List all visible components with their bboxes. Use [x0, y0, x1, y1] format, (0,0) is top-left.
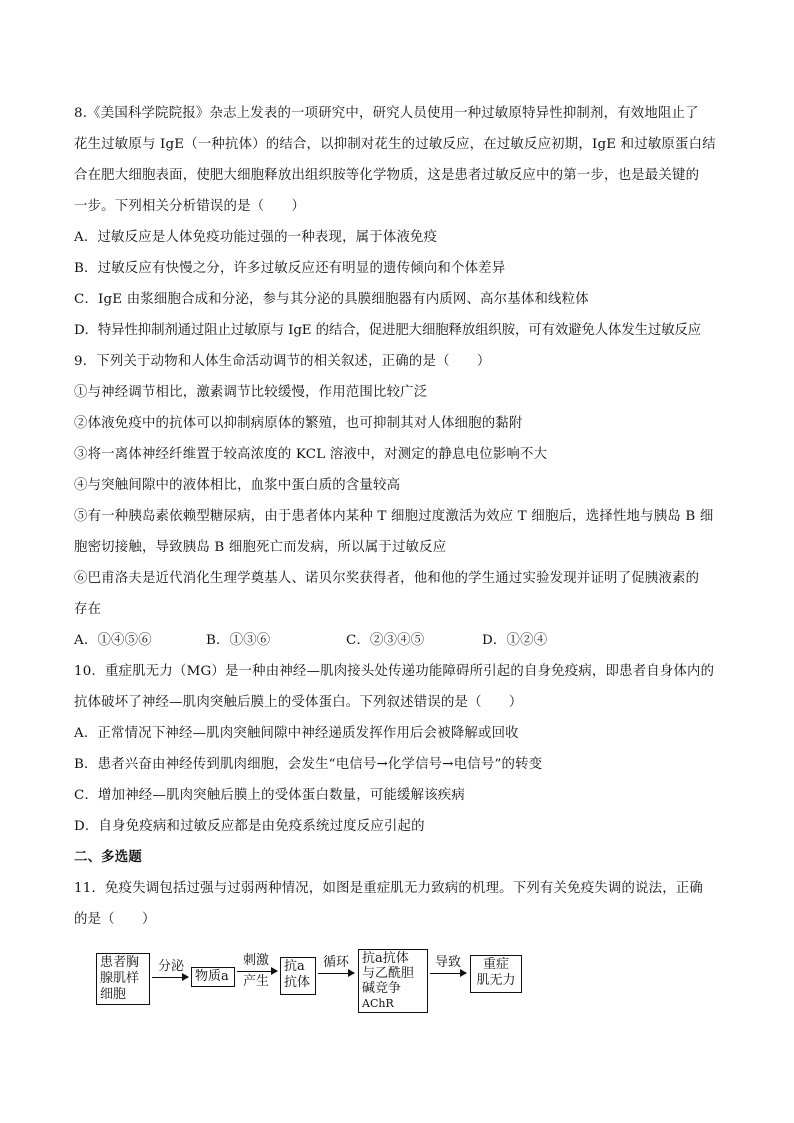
box3-line: 抗a [284, 959, 305, 974]
exam-page [74, 98, 726, 1013]
q9-option-a: A．①④⑤⑥ [74, 633, 152, 648]
section-title-multiple-choice: 二、多选题 [74, 849, 142, 865]
arrow-label-stimulate: 刺激 [242, 953, 269, 968]
diagram-arrow-1 [152, 977, 188, 978]
q10-option-d: D．自身免疫病和过敏反应都是由免疫系统过度反应引起的 [74, 819, 425, 834]
diagram-arrow-3 [318, 973, 354, 974]
diagram-arrow-4 [430, 973, 466, 974]
box1-line: 细胞 [100, 987, 127, 1002]
q9-option-d: D．①②④ [482, 633, 548, 648]
q9-item-1: ①与神经调节相比，激素调节比较缓慢，作用范围比较广泛 [74, 385, 428, 400]
diagram-arrow-2 [237, 971, 277, 972]
q9-item-2: ②体液免疫中的抗体可以抑制病原体的繁殖，也可抑制其对人体细胞的黏附 [74, 416, 523, 431]
q9-item-3: ③将一离体神经纤维置于较高浓度的 KCL 溶液中，对测定的静息电位影响不大 [74, 447, 548, 462]
box4-line: 抗a抗体 [362, 951, 409, 966]
q8-line-2: 花生过敏原与 IgE（一种抗体）的结合，以抑制对花生的过敏反应，在过敏反应初期，IgE 和过敏原蛋白结 [74, 137, 716, 152]
q8-option-a: A．过敏反应是人体免疫功能过强的一种表现，属于体液免疫 [74, 230, 438, 245]
box4-line: AChR [362, 997, 394, 1010]
question-11 [74, 873, 726, 1013]
q10-line-2: 抗体破坏了神经—肌肉突触后膜上的受体蛋白。下列叙述错误的是（ ） [74, 695, 523, 710]
box5-line: 肌无力 [476, 973, 516, 988]
arrow-label-secrete: 分泌 [157, 959, 184, 974]
q10-option-c: C．增加神经—肌肉突触后膜上的受体蛋白数量，可能缓解该疾病 [74, 788, 465, 803]
box1-line: 患者胸 [100, 955, 140, 970]
q8-option-c: C．IgE 由浆细胞合成和分泌，参与其分泌的具膜细胞器有内质网、高尔基体和线粒体 [74, 292, 589, 307]
q10-option-a: A．正常情况下神经—肌肉突触间隙中神经递质发挥作用后会被降解或回收 [74, 726, 519, 741]
box3-line: 抗体 [284, 975, 311, 990]
q8-line-4: 一步。下列相关分析错误的是（ ） [74, 199, 306, 214]
box4-line: 碱竞争 [362, 981, 402, 996]
q9-item-5-cont: 胞密切接触，导致胰岛 B 细胞死亡而发病，所以属于过敏反应 [74, 540, 447, 555]
diagram-box-thymus-cells [96, 953, 150, 1005]
q9-stem: 9．下列关于动物和人体生命活动调节的相关叙述，正确的是（ ） [74, 354, 491, 369]
diagram-box-myasthenia [470, 955, 522, 993]
box1-line: 腺肌样 [100, 971, 140, 986]
q11-line-2: 的是（ ） [74, 912, 156, 927]
q9-options [74, 625, 726, 656]
arrow-label-circulate: 循环 [322, 955, 349, 970]
question-10 [74, 656, 726, 842]
box4-line: 与乙酰胆 [362, 966, 415, 981]
q10-option-b: B．患者兴奋由神经传到肌肉细胞，会发生“电信号→化学信号→电信号”的转变 [74, 757, 543, 772]
q9-item-6-cont: 存在 [74, 602, 102, 617]
mechanism-diagram [96, 949, 566, 1013]
box2-line: 物质a [195, 969, 229, 984]
diagram-box-competition [358, 949, 428, 1013]
diagram-box-substance-a [191, 967, 235, 987]
arrow-label-cause: 导致 [434, 955, 461, 970]
q9-item-6: ⑥巴甫洛夫是近代消化生理学奠基人、诺贝尔奖获得者，他和他的学生通过实验发现并证明了促胰液素的 [74, 571, 700, 586]
diagram-box-anti-a-antibody [280, 957, 316, 995]
q8-option-b: B．过敏反应有快慢之分，许多过敏反应还有明显的遗传倾向和个体差异 [74, 261, 506, 276]
q9-item-4: ④与突触间隙中的液体相比，血浆中蛋白质的含量较高 [74, 478, 401, 493]
q9-item-5: ⑤有一种胰岛素依赖型糖尿病，由于患者体内某种 T 细胞过度激活为效应 T 细胞后，选择性地与胰岛 B 细 [74, 509, 714, 524]
question-8 [74, 98, 726, 346]
q8-line-3: 合在肥大细胞表面，使肥大细胞释放出组织胺等化学物质，这是患者过敏反应中的第一步，也是最关键的 [74, 168, 700, 183]
arrow-label-produce: 产生 [242, 974, 269, 989]
q11-line-1: 11．免疫失调包括过强与过弱两种情况，如图是重症肌无力致病的机理。下列有关免疫失调的说法，正确 [74, 881, 704, 896]
q10-line-1: 10．重症肌无力（MG）是一种由神经—肌肉接头处传递功能障碍所引起的自身免疫病，即患者自身体内的 [74, 664, 715, 679]
box5-line: 重症 [482, 957, 509, 972]
q9-option-c: C．②③④⑤ [346, 633, 425, 648]
q9-option-b: B．①③⑥ [206, 633, 271, 648]
q8-option-d: D．特异性抑制剂通过阻止过敏原与 IgE 的结合，促进肥大细胞释放组织胺，可有效避免人体发生过敏反应 [74, 323, 702, 338]
question-9 [74, 346, 726, 656]
q8-line-1: 8.《美国科学院院报》杂志上发表的一项研究中，研究人员使用一种过敏原特异性抑制剂，有效地阻止了 [74, 106, 699, 121]
